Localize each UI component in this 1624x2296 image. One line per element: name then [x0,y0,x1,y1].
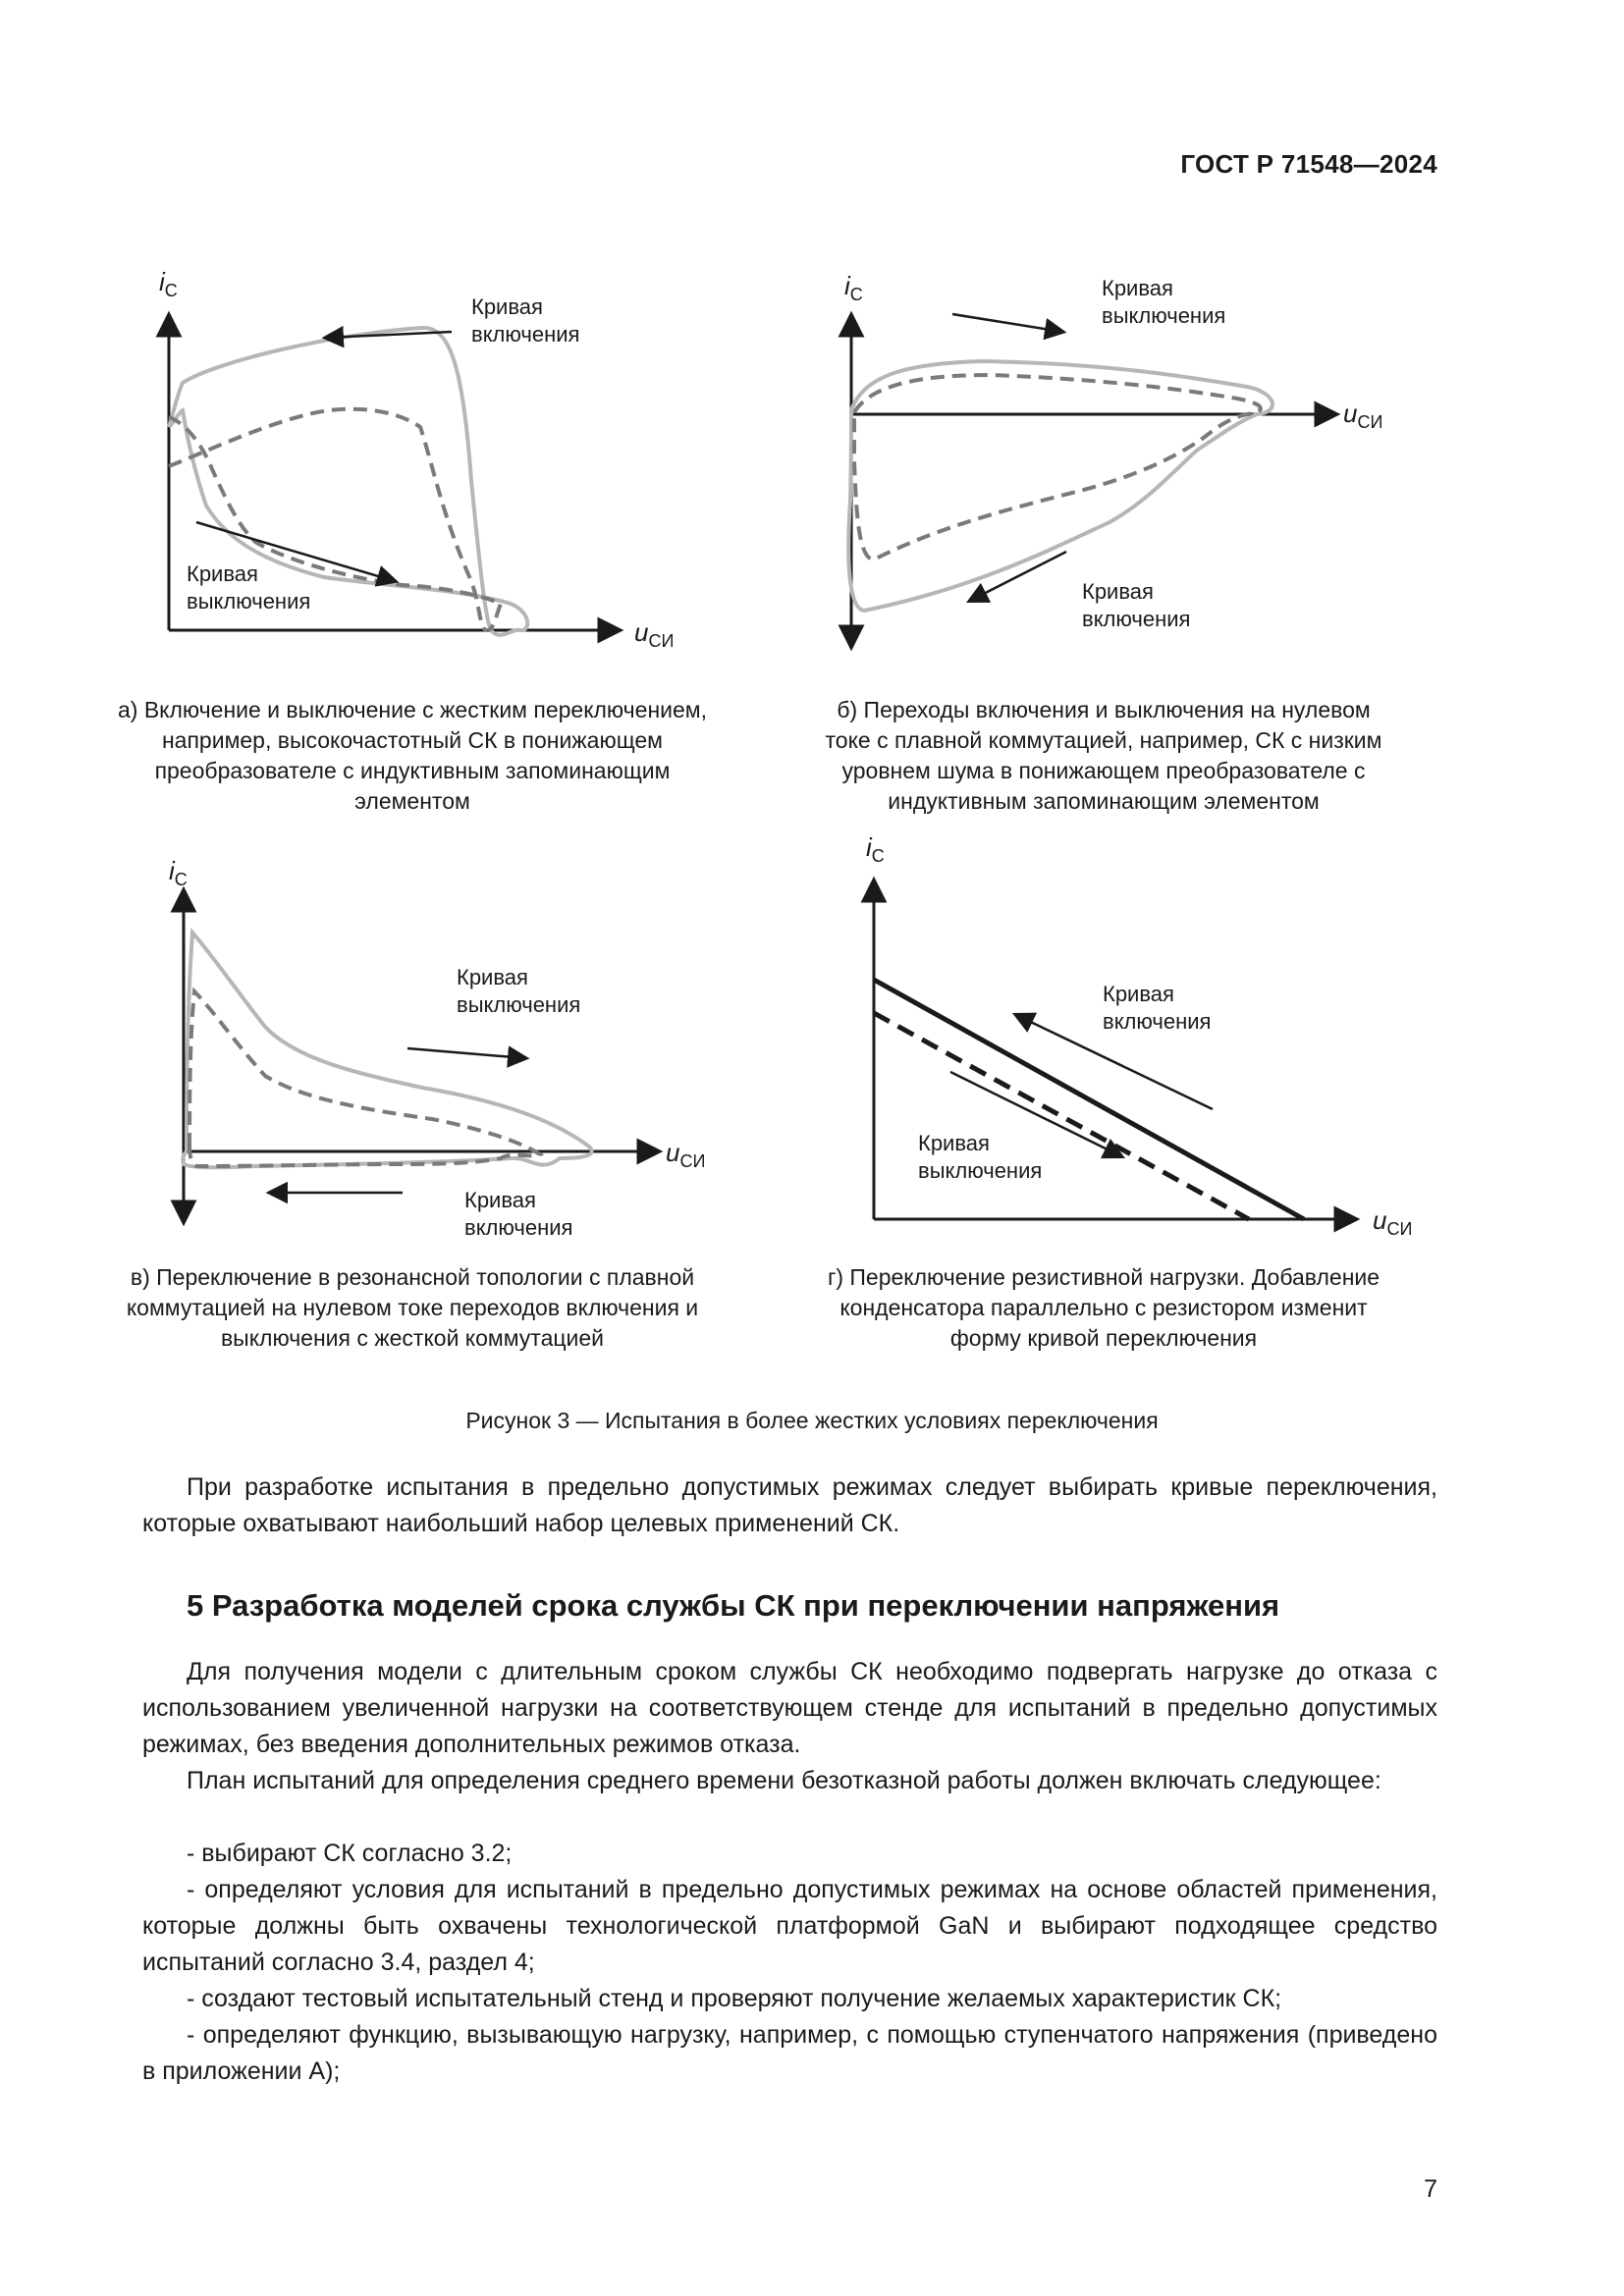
figure-a [147,265,697,667]
y-axis-label: $i_C$ [169,856,188,889]
label-bottom-b: Кривая включения [1082,579,1191,631]
label-bottom-d: Кривая выключения [918,1131,1043,1183]
caption-b: б) Переходы включения и выключения на нулевом токе с плавной коммутацией, например, СК с низким уровнем шума в понижающем преобразователе с индуктивным запоминающим элементом [825,697,1382,814]
caption-c: в) Переключение в резонансной топологии с плавной коммутацией на нулевом токе переходов включения и выключения с жесткой коммутацией [126,1264,699,1351]
document-header: ГОСТ Р 71548—2024 [1180,149,1437,179]
y-axis-label: $i_C$ [866,832,885,866]
solid-line-d [874,980,1304,1219]
label-bottom-a: Кривая выключения [187,561,311,614]
arrow-off-curve-b [952,314,1062,332]
label-bottom-c: Кривая включения [464,1188,573,1240]
section-title: 5 Разработка моделей срока службы СК при переключении напряжения [187,1588,1280,1623]
dashed-curve-b [854,375,1261,560]
paragraph-3: План испытаний для определения среднего времени безотказной работы должен включать следующее: [187,1767,1381,1794]
x-axis-label: $u_{СИ}$ [1373,1205,1413,1239]
arrow-off-curve-c [407,1048,525,1058]
solid-curve-c [183,933,591,1167]
label-top-b: Кривая выключения [1102,276,1226,328]
caption-a: а) Включение и выключение с жестким переключением, например, высокочастотный СК в понижающем преобразователе с индуктивным запоминающим элементом [118,697,707,814]
label-top-a: Кривая включения [471,294,580,347]
caption-d: г) Переключение резистивной нагрузки. Добавление конденсатора параллельно с резистором изменит форму кривой переключения [827,1264,1380,1351]
y-axis-label: $i_C$ [159,267,178,300]
label-top-c: Кривая выключения [457,965,581,1017]
label-top-d: Кривая включения [1103,982,1212,1034]
list-item-2: - определяют условия для испытаний в предельно допустимых режимах на основе областей применения, которые должны быть охвачены технологической платформой GaN и выбирают подходящее средство испытаний согласно 3.4, раздел 4; [142,1876,1437,1976]
figure-c [157,852,707,1245]
figure-caption: Рисунок 3 — Испытания в более жестких условиях переключения [465,1408,1159,1433]
y-axis-label: $i_C$ [844,271,863,304]
list-item-4: - определяют функцию, вызывающую нагрузку, например, с помощью ступенчатого напряжения (приведено в приложении А); [142,2021,1437,2085]
x-axis-label: $u_{СИ}$ [1343,399,1383,432]
paragraph-2: Для получения модели с длительным сроком службы СК необходимо подвергать нагрузке до отказа с использованием увеличенной нагрузки на соответствующем стенде для испытаний в предельно допустимых режимах, без введения дополнительных режимов отказа. [142,1658,1437,1758]
x-axis-label: $u_{СИ}$ [666,1138,706,1171]
solid-curve-b [848,361,1272,611]
figure-d [844,832,1413,1245]
list-item-3: - создают тестовый испытательный стенд и проверяют получение желаемых характеристик СК; [187,1985,1282,2012]
paragraph-1: При разработке испытания в предельно допустимых режимах следует выбирать кривые переключения, которые охватывают наибольший набор целевых применений СК. [142,1473,1437,1537]
list-item-1: - выбирают СК согласно 3.2; [187,1840,513,1867]
figure-b [825,265,1383,667]
x-axis-label: $u_{СИ}$ [634,617,675,651]
dashed-line-d [874,1013,1249,1219]
dashed-curve-c [189,991,540,1166]
page-number: 7 [1424,2175,1437,2203]
